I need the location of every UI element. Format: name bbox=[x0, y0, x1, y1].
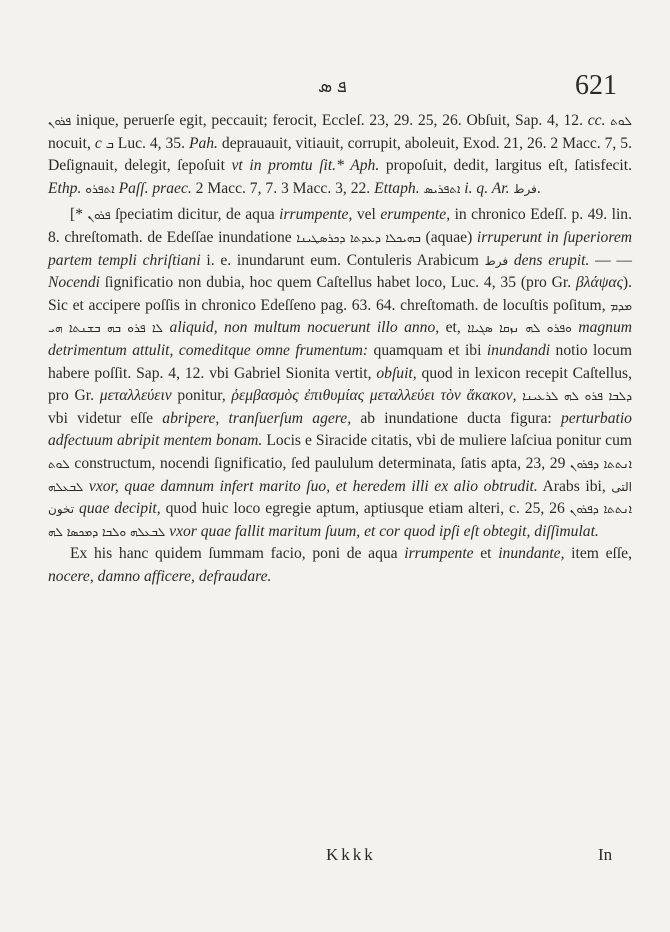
page-number: 621 bbox=[575, 70, 617, 101]
text-run: Arabs ibi, bbox=[537, 477, 612, 495]
italic-text: obſuit, bbox=[376, 364, 417, 382]
syriac-word: ܐܬܦܪܝܣ bbox=[423, 181, 461, 196]
italic-text: aliquid, non multum nocuerunt illo anno, bbox=[169, 319, 440, 337]
signature-mark: Kkkk bbox=[326, 845, 376, 864]
syriac-word: ܠܒܥܠܗ ܘܠܒܐ ܕܡܟܣܐ ܠܗ bbox=[48, 524, 166, 539]
italic-text: vxor quae fallit maritum ſuum, et cor quod ipſi eſt obtegit, diſſimulat. bbox=[169, 522, 599, 540]
italic-text: vt in promtu ſit.* Aph. bbox=[231, 157, 380, 175]
catchword: In bbox=[598, 845, 613, 864]
text-run: quod huic loco egregie aptum, aptiusque etiam alteri, c. 25, 26 bbox=[160, 500, 570, 518]
paragraph-summary bbox=[48, 543, 632, 588]
text-run: ponitur, bbox=[171, 387, 232, 405]
text-run: vbi videtur eſſe bbox=[48, 409, 163, 427]
text-run: quamquam et ibi bbox=[368, 341, 487, 359]
text-run: (aquae) bbox=[420, 228, 477, 246]
page-footer bbox=[0, 845, 670, 875]
italic-text: nocere, damno afficere, defraudare. bbox=[48, 567, 272, 585]
text-run: ). Sic et accipere poſſis in chronico Edeſſeno pag. 63. 64. chreſtomath. de locuſtis poſitum, bbox=[48, 274, 632, 314]
syriac-word: فرط bbox=[513, 181, 537, 196]
italic-text: perturbatio adfectuum abripit mentem bonam. bbox=[48, 409, 632, 450]
italic-text: Paſſ. praec. bbox=[118, 179, 192, 197]
text-run: ſpeciatim dicitur, de aqua bbox=[110, 206, 280, 224]
text-run: et, bbox=[439, 319, 468, 337]
text-run: Locis e Siracide citatis, vbi de muliere laſciua ponitur cum bbox=[262, 432, 632, 450]
syriac-word: ܡܕܡ ܠܐ ܦܪܘ ܒܗ ܒܫܢܬܐ ܗܝ bbox=[48, 298, 632, 336]
text-run: constructum, nocendi ſignificatio, ſed paululum determinata, ſatis apta, 23, 29 bbox=[69, 454, 571, 472]
italic-text: i. q. Ar. bbox=[464, 179, 510, 197]
text-run: — — bbox=[589, 251, 633, 269]
running-head-letters: ܦ ܣ bbox=[318, 76, 347, 96]
text-run: propoſuit, dedit, largitus eſt, ſatisfecit. bbox=[379, 157, 632, 175]
syriac-word: ܠܘܬ bbox=[48, 456, 70, 471]
text-run: ſignificatio non dubia, hoc quem Caſtellus habet loco, Luc. 4, 35 (pro Gr. bbox=[99, 274, 576, 292]
paragraph-annotation bbox=[48, 204, 632, 543]
text-run: . bbox=[536, 179, 541, 197]
syriac-word: التى تخون bbox=[48, 479, 632, 517]
syriac-word: ܐܬܦܪܘ bbox=[85, 181, 115, 196]
syriac-word: ܘܦܪܘ ܠܗ ܢܙܩܐ ܣܓܝܐܐ bbox=[467, 321, 572, 336]
syriac-word: ܦܪܘܢ bbox=[87, 208, 111, 223]
syriac-word: ܐܢܬܬܐ ܕܦܪܘܢ ܠܒܥܠܗ bbox=[48, 456, 632, 494]
text-run: [* bbox=[70, 206, 88, 224]
syriac-word: فرط bbox=[484, 253, 509, 268]
text-run: vel bbox=[352, 206, 381, 224]
italic-text: inundante, bbox=[498, 545, 565, 563]
text-run: 2 Macc. 7, 7. 3 Macc. 3, 22. bbox=[191, 179, 375, 197]
italic-text: c bbox=[94, 134, 102, 152]
italic-text: erumpente, bbox=[380, 206, 451, 224]
text-run: notio locum habere poſſit. Sap. 4, 12. vbi Gabriel Sionita vertit, bbox=[48, 341, 632, 382]
italic-text: βλάψας bbox=[576, 274, 623, 292]
syriac-word: ܐܢܬܬܐ ܕܦܪܘܢ bbox=[569, 502, 632, 517]
italic-text: abripere, tranſuerſum agere, bbox=[162, 409, 352, 427]
italic-text: ῥεμβασμὸς ἐπιθυμίας μεταλλεύει τὸν ἄκακον, bbox=[231, 387, 517, 405]
italic-text: cc. bbox=[587, 112, 606, 129]
italic-text: dens erupit. bbox=[513, 251, 590, 269]
text-run: Ex his hanc quidem ſummam facio, poni de aqua bbox=[70, 545, 405, 563]
text-run: i. e. inundarunt eum. Contuleris Arabicum bbox=[200, 251, 485, 269]
text-run: et bbox=[473, 545, 499, 563]
text-run: inique, peruerſe egit, peccauit; ferocit, Eccleſ. 23, 29. 25, 26. Obſuit, Sap. 4, 12. bbox=[71, 112, 588, 129]
text-run: Luc. 4, 35. bbox=[113, 134, 189, 152]
paragraph-entry bbox=[48, 110, 632, 200]
text-run: ab inundatione ducta figura: bbox=[351, 409, 561, 427]
syriac-word: ܒܗܝܟܠܐ ܕܥܕܬܐ ܕܟܪܣܛܝܢܐ bbox=[296, 230, 421, 245]
italic-text: magnum detrimentum attulit, comeditque omne frumentum: bbox=[48, 319, 633, 359]
italic-text: irruperunt in ſuperiorem partem templi chriſtiani bbox=[48, 228, 632, 269]
text-run: nocuit, bbox=[48, 134, 95, 152]
page-header bbox=[0, 70, 670, 100]
italic-text: quae decipit, bbox=[79, 500, 161, 518]
text-run: in chronico Edeſſ. p. 49. lin. 8. chreſtomath. de Edeſſae inundatione bbox=[48, 206, 632, 246]
text-run: deprauauit, vitiauit, corrupit, aboleuit, Exod. 21, 26. 2 Macc. 7, 5. Deſignauit, delegit, ſepoſuit bbox=[48, 134, 632, 175]
italic-text: μεταλλεύειν bbox=[99, 387, 172, 405]
syriac-word: ܠܘܬ bbox=[610, 114, 632, 128]
italic-text: Pah. bbox=[188, 134, 218, 152]
body-text bbox=[48, 110, 632, 588]
syriac-word: ܕܠܒܐ ܦܪܘ ܠܗ ܠܪܥܝܢܐ bbox=[522, 389, 633, 404]
italic-text: irrumpente bbox=[404, 545, 474, 563]
text-run: quod in lexicon recepit Caſtellus, pro Gr. bbox=[48, 364, 632, 405]
italic-text: inundandi bbox=[486, 341, 551, 359]
italic-text: vxor, quae damnum infert marito ſuo, et heredem illi ex alio obtrudit. bbox=[88, 477, 538, 495]
italic-text: irrumpente, bbox=[279, 206, 353, 224]
italic-text: Nocendi bbox=[48, 274, 100, 292]
syriac-word: ܦܪܘܢ bbox=[48, 114, 72, 128]
syriac-word: ܒ bbox=[105, 136, 114, 151]
italic-text: Ettaph. bbox=[374, 179, 420, 197]
text-run: item eſſe, bbox=[564, 545, 632, 563]
italic-text: Ethp. bbox=[48, 179, 82, 197]
